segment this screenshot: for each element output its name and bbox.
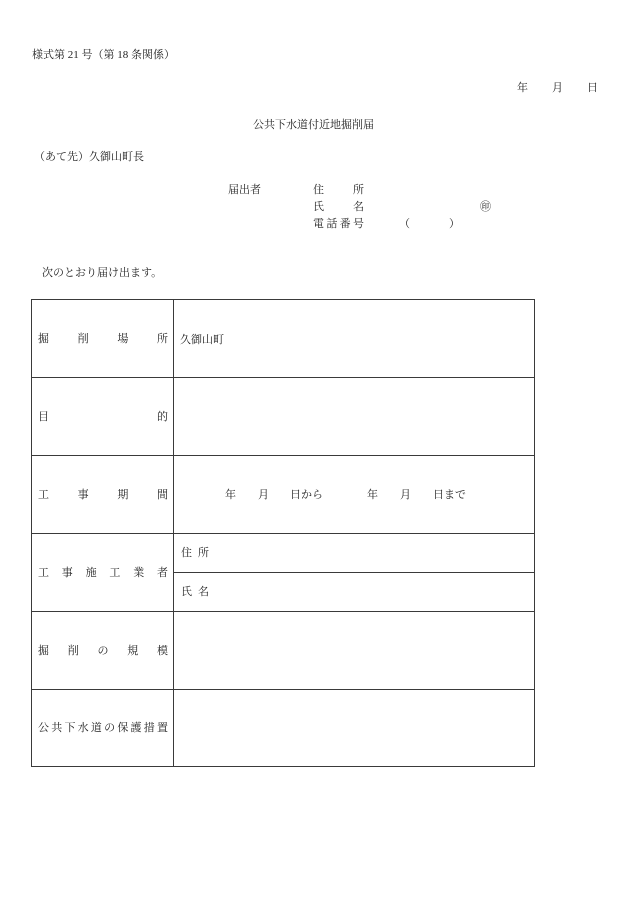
construction-period-label-cell — [32, 456, 174, 534]
contractor-name-cell — [174, 573, 535, 612]
purpose-label-cell — [32, 378, 174, 456]
label-char: 所 — [353, 184, 364, 196]
label-char: 削 — [77, 332, 89, 345]
intro-text: 次のとおり届け出ます。 — [42, 267, 163, 279]
label-char: 施 — [85, 566, 97, 579]
period-from-year: 年 — [225, 488, 236, 501]
contractor-address-cell — [174, 534, 535, 573]
label-char: 工 — [38, 566, 49, 579]
label-char: 事 — [77, 488, 89, 501]
label-char: 氏 — [313, 201, 324, 213]
form-title: 公共下水道付近地掘削届 — [253, 119, 374, 131]
period-from-month: 月 — [258, 488, 269, 501]
label-char: の — [104, 722, 116, 734]
label-char: 事 — [61, 566, 73, 579]
label-char: 期 — [117, 488, 129, 501]
date-day-label: 日 — [587, 82, 598, 94]
label-char: 電 — [313, 218, 324, 230]
label-char: 模 — [157, 644, 168, 657]
excavation-scale-label — [38, 644, 168, 658]
label-char: 共 — [51, 722, 63, 734]
label-char: 工 — [109, 566, 121, 579]
label-char: 護 — [130, 722, 142, 734]
purpose-value-cell — [174, 378, 535, 456]
applicant-phone-label — [313, 217, 364, 231]
label-char: 所 — [156, 332, 168, 345]
addressee: （あて先）久御山町長 — [34, 151, 144, 163]
label-char: 保 — [117, 722, 129, 734]
excavation-site-value: 久御山町 — [180, 333, 224, 346]
label-char: 削 — [67, 644, 79, 657]
contractor-label — [38, 566, 168, 580]
excavation-site-value-cell — [174, 300, 535, 378]
phone-paren-open: （ — [399, 218, 410, 230]
applicant-name-label — [313, 200, 364, 214]
excavation-scale-label-cell — [32, 612, 174, 690]
purpose-label — [38, 410, 168, 424]
label-char: 名 — [353, 201, 364, 213]
label-char: 名 — [198, 586, 209, 598]
label-char: 置 — [156, 722, 168, 734]
construction-period-value-cell — [174, 456, 535, 534]
label-char: 場 — [117, 332, 129, 345]
sewer-protection-label-cell — [32, 690, 174, 767]
label-char: 番 — [339, 218, 351, 230]
form-number: 様式第 21 号（第 18 条関係） — [32, 49, 175, 61]
label-char: 道 — [90, 722, 102, 734]
period-to-day: 日まで — [433, 488, 466, 501]
applicant-address-label — [313, 183, 364, 197]
label-char: 所 — [198, 547, 209, 559]
label-char: 住 — [181, 547, 192, 559]
excavation-scale-value-cell — [174, 612, 535, 690]
applicant-label: 届出者 — [228, 184, 261, 196]
excavation-site-label — [38, 332, 168, 346]
form-table — [31, 299, 535, 767]
label-char: 業 — [133, 566, 145, 579]
period-to-month: 月 — [400, 488, 411, 501]
label-char: 公 — [38, 722, 49, 734]
period-to-year: 年 — [367, 488, 378, 501]
seal-mark: ㊞ — [480, 201, 491, 213]
label-char: 間 — [156, 488, 168, 501]
label-char: 措 — [143, 722, 155, 734]
period-from-day: 日から — [290, 488, 323, 501]
phone-paren-close: ） — [449, 218, 460, 230]
label-char: 者 — [156, 566, 168, 579]
construction-period-label — [38, 488, 168, 502]
sewer-protection-label — [38, 721, 168, 735]
label-char: 下 — [64, 722, 76, 734]
label-char: 水 — [77, 722, 89, 734]
date-year-label: 年 — [517, 82, 528, 94]
label-char: 氏 — [181, 586, 192, 598]
label-char: 話 — [326, 218, 338, 230]
excavation-site-label-cell — [32, 300, 174, 378]
label-char: 的 — [157, 410, 168, 423]
contractor-address-label — [181, 546, 209, 560]
label-char: 号 — [352, 218, 364, 230]
label-char: 掘 — [38, 332, 49, 345]
label-char: 工 — [38, 488, 49, 501]
label-char: 住 — [313, 184, 324, 196]
label-char: の — [97, 644, 109, 657]
date-month-label: 月 — [552, 82, 563, 94]
sewer-protection-value-cell — [174, 690, 535, 767]
label-char: 規 — [127, 644, 139, 657]
contractor-label-cell — [32, 534, 174, 612]
contractor-name-label — [181, 585, 209, 599]
label-char: 目 — [38, 410, 49, 423]
label-char: 掘 — [38, 644, 49, 657]
